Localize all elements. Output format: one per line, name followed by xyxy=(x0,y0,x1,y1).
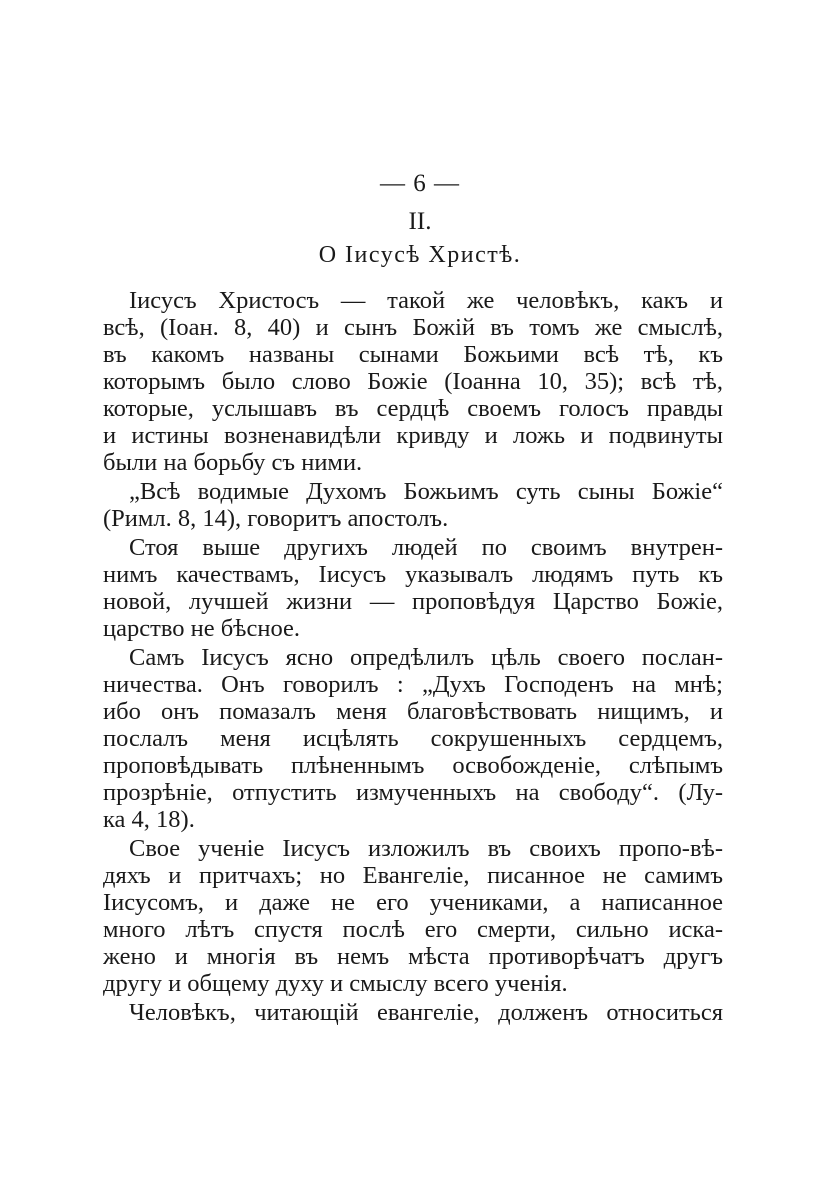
text-line: новой, лучшей жизни — проповѣдуя Царство Божіе, xyxy=(103,588,723,615)
text-line: всѣ, (Іоан. 8, 40) и сынъ Божій въ томъ же смыслѣ, xyxy=(103,314,723,341)
text-line: Іисусъ Христосъ — такой же человѣкъ, какъ и xyxy=(129,287,723,314)
body-text xyxy=(103,287,723,1028)
text-line: другу и общему духу и смыслу всего ученія. xyxy=(103,970,568,997)
text-line: „Всѣ водимые Духомъ Божьимъ суть сыны Божіе“ xyxy=(129,478,723,505)
text-line: царство не бѣсное. xyxy=(103,615,301,642)
text-line: много лѣтъ спустя послѣ его смерти, сильно иска- xyxy=(103,916,723,943)
paragraph-1 xyxy=(103,287,723,476)
paragraph-5 xyxy=(103,835,723,997)
text-line: ничества. Онъ говорилъ : „Духъ Господенъ на мнѣ; xyxy=(103,671,723,698)
text-line: въ какомъ названы сынами Божьими всѣ тѣ, къ xyxy=(103,341,723,368)
section-numeral: II. xyxy=(408,208,432,235)
text-line: которые, услышавъ въ сердцѣ своемъ голосъ правды xyxy=(103,395,723,422)
text-line: Человѣкъ, читающій евангеліе, долженъ относиться xyxy=(129,999,723,1026)
text-line: которымъ было слово Божіе (Іоанна 10, 35); всѣ тѣ, xyxy=(103,368,723,395)
text-line: жено и многія въ немъ мѣста противорѣчатъ другъ xyxy=(103,943,723,970)
paragraph-4 xyxy=(103,644,723,833)
paragraph-2 xyxy=(103,478,723,532)
paragraph-3 xyxy=(103,534,723,642)
text-line: послалъ меня исцѣлять сокрушенныхъ сердцемъ, xyxy=(103,725,723,752)
text-line: были на борьбу съ ними. xyxy=(103,449,363,476)
text-line: Самъ Іисусъ ясно опредѣлилъ цѣль своего послан- xyxy=(129,644,723,671)
text-line: Іисусомъ, и даже не его учениками, а написанное xyxy=(103,889,723,916)
text-line: ка 4, 18). xyxy=(103,806,195,833)
text-line: (Римл. 8, 14), говоритъ апостолъ. xyxy=(103,505,449,532)
text-line: нимъ качествамъ, Іисусъ указывалъ людямъ путь къ xyxy=(103,561,723,588)
text-line: и истины возненавидѣли кривду и ложь и подвинуты xyxy=(103,422,723,449)
text-line: Свое ученіе Іисусъ изложилъ въ своихъ пропо-вѣ- xyxy=(129,835,723,862)
paragraph-6 xyxy=(103,999,723,1026)
text-line: Стоя выше другихъ людей по своимъ внутрен- xyxy=(129,534,723,561)
page-number: — 6 — xyxy=(380,170,460,197)
section-title: О Іисусѣ Христѣ. xyxy=(318,242,522,268)
text-line: проповѣдывать плѣненнымъ освобожденіе, слѣпымъ xyxy=(103,752,723,779)
text-line: дяхъ и притчахъ; но Евангеліе, писанное не самимъ xyxy=(103,862,723,889)
text-line: ибо онъ помазалъ меня благовѣствовать нищимъ, и xyxy=(103,698,723,725)
text-line: прозрѣніе, отпустить измученныхъ на свободу“. (Лу- xyxy=(103,779,723,806)
